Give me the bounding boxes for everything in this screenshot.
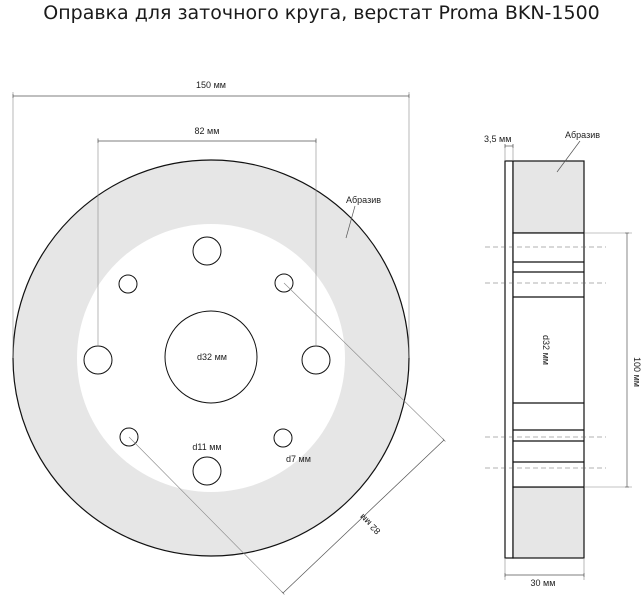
flange-dim-label: 3,5 мм xyxy=(484,134,512,144)
abrasive-label: Абразив xyxy=(346,195,382,205)
large-hole-top xyxy=(193,237,221,265)
width-dim-label: 30 мм xyxy=(530,578,556,588)
diag-dim-label: 82 мм xyxy=(357,511,383,537)
side-bore-label: d32 мм xyxy=(541,335,551,365)
front-view xyxy=(13,80,444,593)
page-title: Оправка для заточного круга, верстат Proma BKN-1500 xyxy=(43,2,600,24)
small-hole-label: d7 мм xyxy=(286,454,311,464)
abrasive-block-bottom xyxy=(513,487,584,558)
small-hole-top-left xyxy=(119,275,137,293)
large-hole-left xyxy=(84,346,112,374)
large-hole-right xyxy=(302,346,330,374)
large-hole-label: d11 мм xyxy=(192,442,222,452)
abrasive-block-top xyxy=(513,161,584,233)
flange-strip xyxy=(505,161,513,558)
large-hole-bottom xyxy=(193,457,221,485)
height-dim-label: 100 мм xyxy=(632,357,642,387)
bolt-dim-label: 82 мм xyxy=(194,126,220,136)
small-hole-bottom-right xyxy=(274,429,292,447)
side-view xyxy=(484,130,642,588)
outer-dim-label: 150 мм xyxy=(196,80,226,90)
side-abrasive-label: Абразив xyxy=(565,130,601,140)
center-bore-label: d32 мм xyxy=(197,352,227,362)
